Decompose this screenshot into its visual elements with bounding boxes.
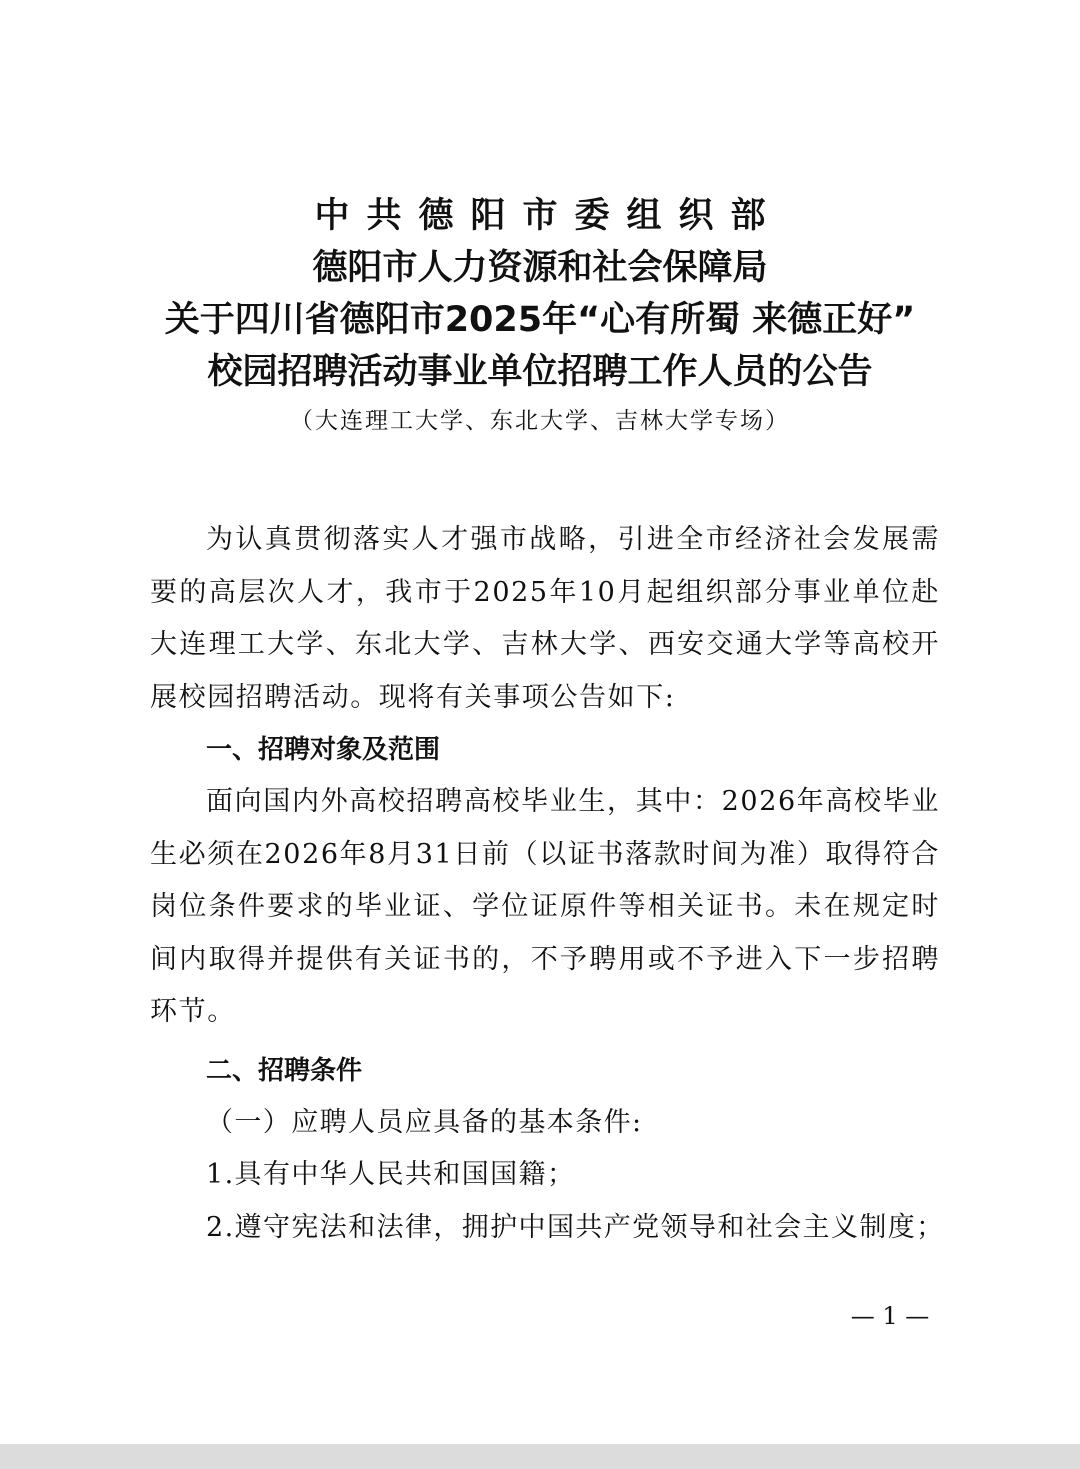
document-subtitle: （大连理工大学、东北大学、吉林大学专场） — [290, 408, 790, 434]
document-body — [150, 514, 945, 1254]
subsection-heading: （一）应聘人员应具备的基本条件: — [206, 1106, 643, 1138]
list-item: 1.具有中华人民共和国国籍； — [206, 1159, 576, 1190]
document-title-block — [0, 190, 1080, 438]
section-1-paragraph: 面向国内外高校招聘高校毕业生，其中：2026年高校毕业生必须在2026年8月31日前（以证书落款时间为准）取得符合岗位条件要求的毕业证、学位证原件等相关证书。未在规定时间内取得并提供有关证书的，不予聘用或不予进入下一步招聘环节。 — [150, 786, 940, 1027]
page-bottom-band — [0, 1444, 1080, 1469]
section-heading-2: 二、招聘条件 — [206, 1055, 363, 1086]
page-number: — 1 — — [850, 1302, 930, 1330]
announcement-title-line-2: 校园招聘活动事业单位招聘工作人员的公告 — [207, 352, 873, 392]
issuer-line-2: 德阳市人力资源和社会保障局 — [312, 248, 768, 288]
intro-paragraph: 为认真贯彻落实人才强市战略，引进全市经济社会发展需要的高层次人才，我市于2025年10月起组织部分事业单位赴大连理工大学、东北大学、吉林大学、西安交通大学等高校开展校园招聘活动。现将有关事项公告如下: — [150, 524, 940, 713]
list-item: 2.遵守宪法和法律，拥护中国共产党领导和社会主义制度； — [206, 1211, 945, 1243]
issuer-line-1: 中共德阳市委组织部 — [314, 196, 783, 236]
section-heading-1: 一、招聘对象及范围 — [206, 735, 441, 765]
announcement-title-line-1: 关于四川省德阳市2025年“心有所蜀 来德正好” — [164, 300, 916, 340]
